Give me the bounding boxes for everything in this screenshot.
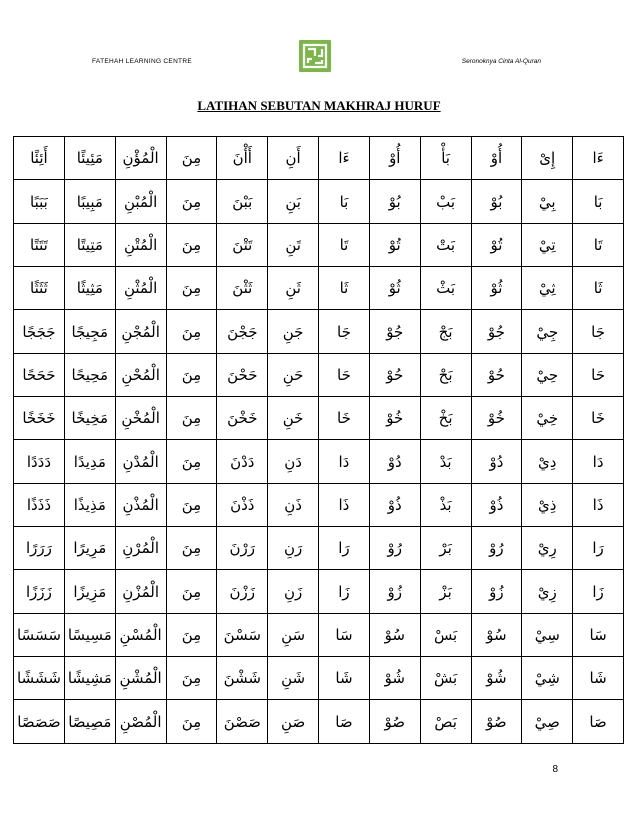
table-cell: رَرْنَ (217, 527, 268, 570)
table-cell: صَا (573, 700, 624, 744)
table-cell: مَشِيشًا (64, 657, 115, 700)
table-row (14, 483, 624, 526)
table-cell: ذَذْنَ (217, 483, 268, 526)
table-cell: ءَا (319, 137, 370, 180)
table-cell: بَبْ (420, 180, 471, 223)
table-cell: بَزْ (420, 570, 471, 613)
table-cell: شَشْنَ (217, 657, 268, 700)
table-cell: مَتِيتًا (64, 223, 115, 266)
table-row (14, 310, 624, 353)
table-row (14, 657, 624, 700)
table-cell: مَثِيثًا (64, 267, 115, 310)
table-cell: بَرْ (420, 527, 471, 570)
table-cell: مِنَ (166, 657, 217, 700)
table-cell: ثَا (573, 267, 624, 310)
table-cell: شَا (319, 657, 370, 700)
table-cell: تَتْنَ (217, 223, 268, 266)
table-cell: تَنِ (268, 223, 319, 266)
table-cell: دَدْنَ (217, 440, 268, 483)
table-cell: صِيْ (522, 700, 573, 744)
table-cell: أُوْ (369, 137, 420, 180)
table-cell: زَزَزًا (14, 570, 65, 613)
table-cell: صَا (319, 700, 370, 744)
table-cell: بَثْ (420, 267, 471, 310)
table-cell: بَا (319, 180, 370, 223)
table-cell: مِنَ (166, 527, 217, 570)
table-cell: شَا (573, 657, 624, 700)
table-cell: الْمُبْنِ (115, 180, 166, 223)
table-cell: خُوْ (471, 397, 522, 440)
table-cell: رُوْ (471, 527, 522, 570)
table-cell: بَسْ (420, 613, 471, 656)
table-cell: سَسْنَ (217, 613, 268, 656)
table-cell: ذِيْ (522, 483, 573, 526)
table-row (14, 397, 624, 440)
table-cell: ثَثَثًا (14, 267, 65, 310)
table-cell: صُوْ (369, 700, 420, 744)
table-cell: ثُوْ (369, 267, 420, 310)
table-cell: حُوْ (369, 353, 420, 396)
page-number: 8 (552, 764, 558, 775)
table-cell: بَبْنَ (217, 180, 268, 223)
makhraj-table (13, 136, 624, 744)
table-cell: مِنَ (166, 223, 217, 266)
table-cell: جُوْ (471, 310, 522, 353)
table-cell: الْمُصْنِ (115, 700, 166, 744)
table-row (14, 700, 624, 744)
table-cell: ذَذَذًا (14, 483, 65, 526)
table-cell: تِيْ (522, 223, 573, 266)
table-cell: دُوْ (369, 440, 420, 483)
table-cell: بُوْ (369, 180, 420, 223)
table-cell: بَذْ (420, 483, 471, 526)
table-cell: خِيْ (522, 397, 573, 440)
table-cell: شِيْ (522, 657, 573, 700)
table-cell: دُوْ (471, 440, 522, 483)
table-cell: بَصْ (420, 700, 471, 744)
table-cell: ذُوْ (369, 483, 420, 526)
table-cell: مَخِيخًا (64, 397, 115, 440)
table-cell: مِنَ (166, 483, 217, 526)
table-cell: بَتْ (420, 223, 471, 266)
table-cell: ثِيْ (522, 267, 573, 310)
table-row (14, 223, 624, 266)
table-cell: زِيْ (522, 570, 573, 613)
header-right-text: Seronoknya Cinta Al-Quran (461, 58, 541, 65)
table-cell: مَذِيذًا (64, 483, 115, 526)
table-cell: مَسِيسًا (64, 613, 115, 656)
table-cell: بَدْ (420, 440, 471, 483)
table-cell: ثَثْنَ (217, 267, 268, 310)
table-cell: مَدِيدًا (64, 440, 115, 483)
table-row (14, 570, 624, 613)
table-cell: دَدَدًا (14, 440, 65, 483)
table-cell: مِنَ (166, 267, 217, 310)
table-cell: ذَا (319, 483, 370, 526)
table-cell: رَرَرًا (14, 527, 65, 570)
table-cell: مَحِيحًا (64, 353, 115, 396)
table-cell: الْمُؤْنِ (115, 137, 166, 180)
table-cell: بُوْ (471, 180, 522, 223)
table-cell: خَنِ (268, 397, 319, 440)
table-cell: الْمُثْنِ (115, 267, 166, 310)
table-cell: الْمُخْنِ (115, 397, 166, 440)
table-row (14, 180, 624, 223)
table-cell: جَا (573, 310, 624, 353)
table-cell: ذَا (573, 483, 624, 526)
table-cell: شَنِ (268, 657, 319, 700)
table-cell: الْمُتْنِ (115, 223, 166, 266)
table-cell: الْمُشْنِ (115, 657, 166, 700)
table-cell: الْمُذْنِ (115, 483, 166, 526)
table-cell: ثَنِ (268, 267, 319, 310)
table-row (14, 440, 624, 483)
table-cell: مِنَ (166, 570, 217, 613)
table-cell: حَا (319, 353, 370, 396)
table-cell: شَشَشًا (14, 657, 65, 700)
table-cell: خُوْ (369, 397, 420, 440)
table-cell: سِيْ (522, 613, 573, 656)
table-cell: الْمُرْنِ (115, 527, 166, 570)
table-cell: حَحْنَ (217, 353, 268, 396)
table-cell: سَسَسًا (14, 613, 65, 656)
table-cell: أُوْ (471, 137, 522, 180)
table-row (14, 613, 624, 656)
table-cell: مَزِيزًا (64, 570, 115, 613)
table-cell: مِنَ (166, 353, 217, 396)
table-cell: صَصَصًا (14, 700, 65, 744)
table-cell: دَا (573, 440, 624, 483)
table-cell: زَنِ (268, 570, 319, 613)
table-cell: تَا (319, 223, 370, 266)
table-cell: حِيْ (522, 353, 573, 396)
table-cell: الْمُحْنِ (115, 353, 166, 396)
table-cell: حُوْ (471, 353, 522, 396)
table-cell: الْمُسْنِ (115, 613, 166, 656)
table-cell: سَا (319, 613, 370, 656)
table-cell: حَحَحًا (14, 353, 65, 396)
page-title: LATIHAN SEBUTAN MAKHRAJ HURUF (197, 98, 441, 113)
table-cell: خَا (573, 397, 624, 440)
table-cell: خَخَخًا (14, 397, 65, 440)
table-cell: مِنَ (166, 397, 217, 440)
table-cell: جَجَجًا (14, 310, 65, 353)
table-cell: جَنِ (268, 310, 319, 353)
table-cell: ءَا (573, 137, 624, 180)
table-cell: مَجِيجًا (64, 310, 115, 353)
table-cell: رِيْ (522, 527, 573, 570)
table-cell: بَجْ (420, 310, 471, 353)
table-cell: مِنَ (166, 180, 217, 223)
table-row (14, 137, 624, 180)
table-cell: جَجْنَ (217, 310, 268, 353)
table-cell: سُوْ (369, 613, 420, 656)
table-cell: مَرِيرًا (64, 527, 115, 570)
table-cell: ثُوْ (471, 267, 522, 310)
table-cell: جُوْ (369, 310, 420, 353)
table-cell: حَنِ (268, 353, 319, 396)
table-cell: بِيْ (522, 180, 573, 223)
table-cell: بَحْ (420, 353, 471, 396)
table-cell: الْمُزْنِ (115, 570, 166, 613)
table-cell: خَخْنَ (217, 397, 268, 440)
table-cell: ذَنِ (268, 483, 319, 526)
table-cell: جِيْ (522, 310, 573, 353)
table-cell: ثَا (319, 267, 370, 310)
table-cell: بَا (573, 180, 624, 223)
table-cell: بَخْ (420, 397, 471, 440)
table-cell: سَنِ (268, 613, 319, 656)
table-cell: زَا (319, 570, 370, 613)
table-cell: سُوْ (471, 613, 522, 656)
table-cell: مِنَ (166, 310, 217, 353)
table-cell: أَأْنَ (217, 137, 268, 180)
table-cell: إِىْ (522, 137, 573, 180)
kufic-square-logo-icon (299, 40, 331, 72)
table-cell: مِنَ (166, 440, 217, 483)
table-cell: مَصِيصًا (64, 700, 115, 744)
table-cell: مِنَ (166, 137, 217, 180)
table-cell: الْمُجْنِ (115, 310, 166, 353)
table-cell: أَئِئًا (14, 137, 65, 180)
table-cell: رَنِ (268, 527, 319, 570)
table-cell: حَا (573, 353, 624, 396)
table-row (14, 267, 624, 310)
table-cell: تَا (573, 223, 624, 266)
table-cell: تُوْ (471, 223, 522, 266)
table-cell: ذُوْ (471, 483, 522, 526)
table-cell: جَا (319, 310, 370, 353)
table-cell: زُوْ (471, 570, 522, 613)
table-cell: رُوْ (369, 527, 420, 570)
table-cell: بَشْ (420, 657, 471, 700)
table-row (14, 353, 624, 396)
table-cell: شُوْ (369, 657, 420, 700)
table-cell: بَبَبًا (14, 180, 65, 223)
table-cell: زُوْ (369, 570, 420, 613)
table-row (14, 527, 624, 570)
table-cell: مِنَ (166, 700, 217, 744)
table-cell: رَا (573, 527, 624, 570)
table-cell: دَنِ (268, 440, 319, 483)
table-cell: رَا (319, 527, 370, 570)
table-cell: صَصْنَ (217, 700, 268, 744)
table-cell: مَبِيبًا (64, 180, 115, 223)
table-cell: بَأْ (420, 137, 471, 180)
table-cell: زَا (573, 570, 624, 613)
table-cell: سَا (573, 613, 624, 656)
table-cell: تُوْ (369, 223, 420, 266)
table-cell: دَا (319, 440, 370, 483)
table-cell: شُوْ (471, 657, 522, 700)
table-cell: مَئِيئًا (64, 137, 115, 180)
table-cell: دِيْ (522, 440, 573, 483)
table-cell: أَنِ (268, 137, 319, 180)
table-cell: صَنِ (268, 700, 319, 744)
table-cell: خَا (319, 397, 370, 440)
table-cell: زَزْنَ (217, 570, 268, 613)
header-left-text: FATEHAH LEARNING CENTRE (92, 58, 192, 65)
table-cell: صُوْ (471, 700, 522, 744)
table-cell: تَتَتًا (14, 223, 65, 266)
table-cell: مِنَ (166, 613, 217, 656)
table-cell: الْمُدْنِ (115, 440, 166, 483)
table-cell: بَنِ (268, 180, 319, 223)
